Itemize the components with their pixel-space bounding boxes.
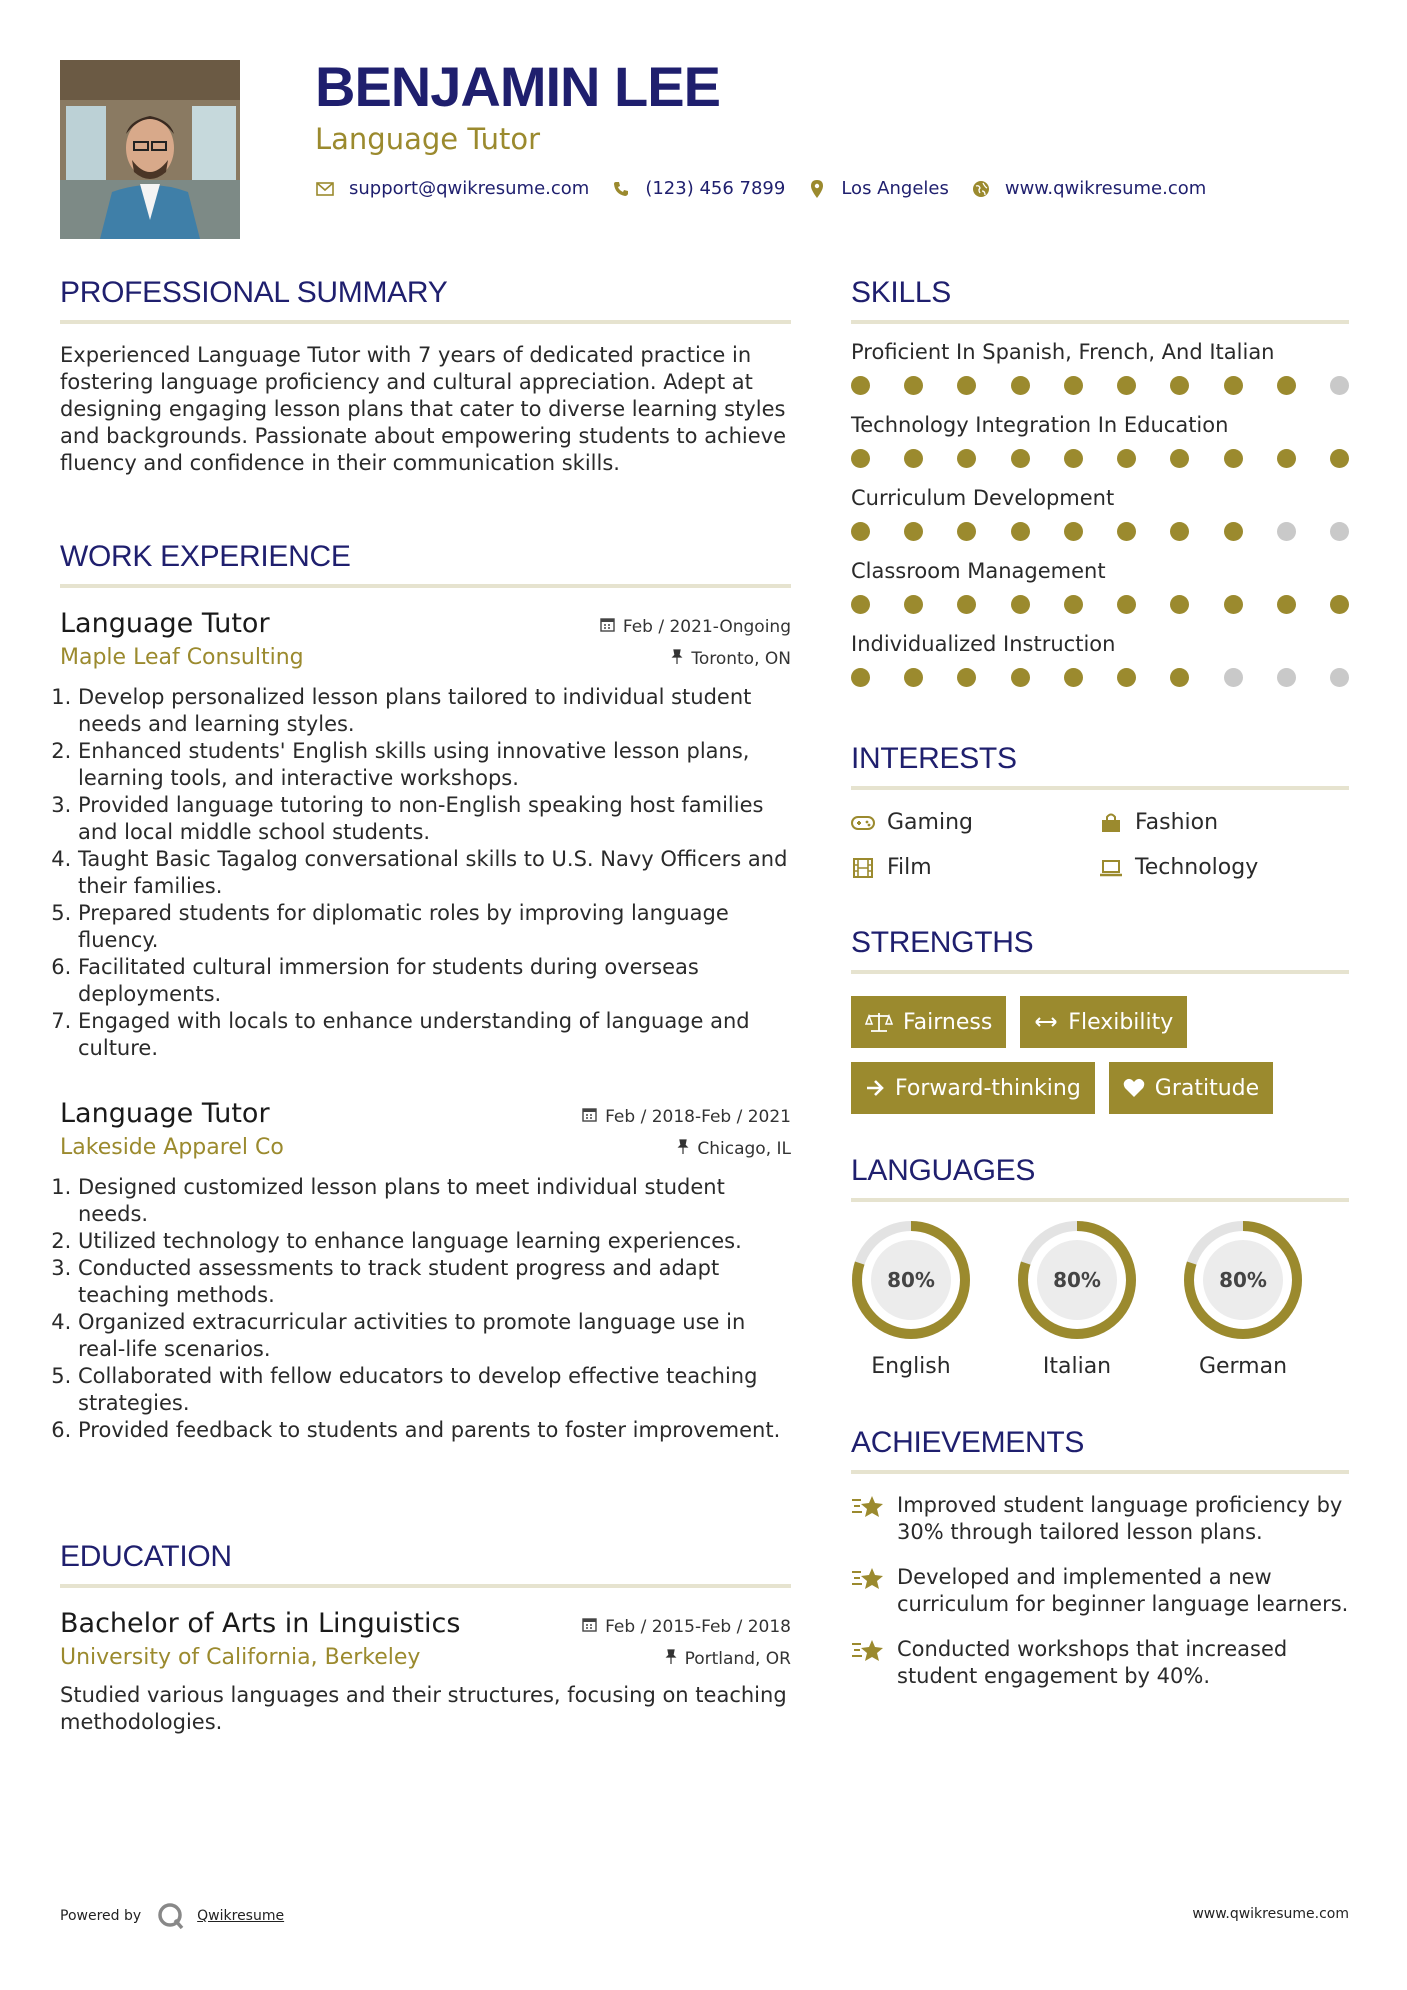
rating-dot-filled (1117, 522, 1136, 541)
skill-item (851, 632, 1349, 687)
contact-phone[interactable] (611, 178, 785, 199)
rating-dot-filled (904, 376, 923, 395)
languages-section (851, 1154, 1349, 1379)
contact-bar (315, 178, 1228, 199)
strength-tag: Flexibility (1020, 996, 1187, 1048)
job-organization: Lakeside Apparel Co (60, 1135, 284, 1160)
rating-dot-filled (1330, 595, 1349, 614)
gamepad-icon (851, 811, 875, 835)
rating-dot-filled (1277, 449, 1296, 468)
section-divider (60, 1584, 791, 1588)
heart-icon (1123, 1078, 1145, 1098)
footer-powered-by (60, 1902, 284, 1930)
job-location: Chicago, IL (677, 1139, 791, 1159)
rating-dot-filled (851, 522, 870, 541)
achievements-heading: ACHIEVEMENTS (851, 1426, 1085, 1459)
footer-brand-link[interactable]: Qwikresume (197, 1908, 285, 1924)
rating-dot-filled (1170, 449, 1189, 468)
rating-dot-filled (1064, 449, 1083, 468)
rating-dot-filled (1117, 376, 1136, 395)
education-description: Studied various languages and their structures, focusing on teaching methodologies. (60, 1683, 787, 1734)
interest-item: Fashion (1099, 810, 1349, 835)
rating-dot-filled (1011, 595, 1030, 614)
school-name: University of California, Berkeley (60, 1645, 421, 1670)
rating-dot-filled (1170, 376, 1189, 395)
interest-item: Gaming (851, 810, 1099, 835)
rating-dot-filled (851, 668, 870, 687)
job-duties (60, 684, 791, 1062)
language-gauge (851, 1220, 971, 1340)
achievement-item: Developed and implemented a new curriculum for beginner language learners. (851, 1564, 1349, 1618)
location-text: Los Angeles (841, 178, 949, 199)
rating-dot-filled (1170, 522, 1189, 541)
skill-item (851, 340, 1349, 395)
rating-dot-filled (957, 668, 976, 687)
skills-heading: SKILLS (851, 276, 951, 309)
rating-dot-filled (1011, 522, 1030, 541)
footer-url[interactable]: www.qwikresume.com (1192, 1906, 1349, 1922)
balance-scale-icon (865, 1011, 893, 1033)
contact-website[interactable] (971, 178, 1206, 199)
job-title: Language Tutor (60, 1098, 270, 1129)
job-duties (60, 1174, 791, 1444)
rating-dot-empty (1277, 668, 1296, 687)
education-section (60, 1540, 791, 1736)
rating-dot-filled (1277, 595, 1296, 614)
job-title: Language Tutor (60, 608, 270, 639)
map-marker-icon (807, 179, 827, 199)
section-divider (60, 584, 791, 588)
list-item: 4. Taught Basic Tagalog conversational skills to U.S. Navy Officers and their families. (78, 846, 791, 900)
rating-dot-filled (1117, 595, 1136, 614)
profile-photo (60, 60, 240, 239)
experience-heading: WORK EXPERIENCE (60, 540, 351, 573)
skill-item (851, 413, 1349, 468)
list-item: 1. Develop personalized lesson plans tailored to individual student needs and learning styles. (78, 684, 791, 738)
skills-section (851, 276, 1349, 687)
language-percent: 80% (1219, 1268, 1267, 1292)
rating-dot-filled (851, 376, 870, 395)
degree-title: Bachelor of Arts in Linguistics (60, 1608, 461, 1639)
rating-dot-filled (851, 595, 870, 614)
rating-dot-filled (1064, 595, 1083, 614)
achievement-item: Improved student language proficiency by 30% through tailored lesson plans. (851, 1492, 1349, 1546)
skill-name: Proficient In Spanish, French, And Italian (851, 340, 1275, 364)
list-item: 4. Organized extracurricular activities to promote language use in real-life scenarios. (78, 1309, 791, 1363)
contact-location (807, 178, 949, 199)
education-heading: EDUCATION (60, 1540, 232, 1573)
website-text: www.qwikresume.com (1004, 178, 1207, 199)
education-entry (60, 1608, 791, 1736)
skill-item (851, 486, 1349, 541)
pin-icon (671, 649, 683, 669)
education-location: Portland, OR (665, 1649, 791, 1669)
phone-icon (611, 179, 631, 199)
job-organization: Maple Leaf Consulting (60, 645, 304, 670)
section-divider (851, 1198, 1349, 1202)
rating-dot-empty (1330, 668, 1349, 687)
language-percent: 80% (887, 1268, 935, 1292)
rating-dot-empty (1330, 522, 1349, 541)
language-gauge (1017, 1220, 1137, 1340)
summary-text: Experienced Language Tutor with 7 years of dedicated practice in fostering language proficiency and cultural appreciation. Adept at designing engaging lesson plans that cater to diverse learning styles and backgrounds. Passionate about empowering students to achieve fluency and confidence in their communication skills. (60, 343, 787, 475)
rating-dot-filled (1011, 376, 1030, 395)
list-item: 1. Designed customized lesson plans to meet individual student needs. (78, 1174, 791, 1228)
rating-dot-filled (1117, 668, 1136, 687)
strengths-section (851, 926, 1349, 1114)
language-gauge (1183, 1220, 1303, 1340)
skill-name: Technology Integration In Education (851, 413, 1229, 437)
pin-icon (665, 1649, 677, 1669)
list-item: 5. Prepared students for diplomatic roles by improving language fluency. (78, 900, 791, 954)
rating-dot-empty (1330, 376, 1349, 395)
list-item: 3. Conducted assessments to track student progress and adapt teaching methods. (78, 1255, 791, 1309)
rating-dot-filled (1224, 522, 1243, 541)
rating-dot-empty (1224, 668, 1243, 687)
rating-dot-filled (957, 449, 976, 468)
summary-heading: PROFESSIONAL SUMMARY (60, 276, 448, 309)
language-name: English (871, 1354, 951, 1379)
strength-tag: Gratitude (1109, 1062, 1273, 1114)
job-dates: Feb / 2018-Feb / 2021 (582, 1107, 791, 1127)
skill-rating (851, 595, 1349, 614)
section-divider (60, 320, 791, 324)
skill-rating (851, 522, 1349, 541)
education-dates: Feb / 2015-Feb / 2018 (582, 1617, 791, 1637)
skills-list (851, 340, 1349, 687)
film-icon (851, 856, 875, 880)
skill-name: Individualized Instruction (851, 632, 1116, 656)
language-item (1017, 1220, 1137, 1379)
list-item: 6. Facilitated cultural immersion for students during overseas deployments. (78, 954, 791, 1008)
language-name: German (1198, 1354, 1288, 1379)
list-item: 6. Provided feedback to students and parents to foster improvement. (78, 1417, 791, 1444)
rating-dot-filled (1330, 449, 1349, 468)
job-location: Toronto, ON (671, 649, 791, 669)
envelope-icon (315, 179, 335, 199)
achievement-item: Conducted workshops that increased student engagement by 40%. (851, 1636, 1349, 1690)
skill-item (851, 559, 1349, 614)
language-item (851, 1220, 971, 1379)
experience-section (60, 540, 791, 1444)
achievements-section (851, 1426, 1349, 1690)
calendar-icon (582, 1107, 597, 1127)
section-divider (851, 970, 1349, 974)
rating-dot-filled (904, 522, 923, 541)
interests-heading: INTERESTS (851, 742, 1017, 775)
pin-icon (677, 1139, 689, 1159)
rating-dot-filled (1064, 522, 1083, 541)
skill-name: Classroom Management (851, 559, 1106, 583)
shooting-star-icon (851, 1492, 885, 1522)
section-divider (851, 1470, 1349, 1474)
email-text: support@qwikresume.com (349, 178, 590, 199)
rating-dot-filled (904, 449, 923, 468)
rating-dot-filled (851, 449, 870, 468)
laptop-icon (1099, 856, 1123, 880)
strengths-heading: STRENGTHS (851, 926, 1034, 959)
interest-item: Technology (1099, 855, 1349, 880)
job-entry (60, 1098, 791, 1444)
rating-dot-filled (1224, 595, 1243, 614)
section-divider (851, 786, 1349, 790)
interest-item: Film (851, 855, 1099, 880)
languages-heading: LANGUAGES (851, 1154, 1036, 1187)
calendar-icon (582, 1617, 597, 1637)
rating-dot-filled (957, 376, 976, 395)
qwikresume-logo-icon (157, 1902, 185, 1930)
list-item: 5. Collaborated with fellow educators to develop effective teaching strategies. (78, 1363, 791, 1417)
summary-section (60, 276, 791, 477)
interests-section (851, 742, 1349, 880)
rating-dot-filled (1011, 668, 1030, 687)
job-dates: Feb / 2021-Ongoing (600, 617, 791, 637)
language-item (1183, 1220, 1303, 1379)
rating-dot-filled (1064, 668, 1083, 687)
rating-dot-filled (957, 522, 976, 541)
list-item: 7. Engaged with locals to enhance understanding of language and culture. (78, 1008, 791, 1062)
arrows-horizontal-icon (1034, 1016, 1058, 1028)
list-item: 2. Enhanced students' English skills using innovative lesson plans, learning tools, and interactive workshops. (78, 738, 791, 792)
phone-text: (123) 456 7899 (645, 178, 786, 199)
language-name: Italian (1042, 1354, 1112, 1379)
arrow-right-icon (865, 1079, 885, 1097)
rating-dot-filled (957, 595, 976, 614)
rating-dot-filled (1117, 449, 1136, 468)
language-percent: 80% (1053, 1268, 1101, 1292)
skill-name: Curriculum Development (851, 486, 1115, 510)
rating-dot-filled (904, 668, 923, 687)
rating-dot-filled (1224, 449, 1243, 468)
section-divider (851, 320, 1349, 324)
calendar-icon (600, 617, 615, 637)
rating-dot-filled (1064, 376, 1083, 395)
rating-dot-filled (1011, 449, 1030, 468)
candidate-name: BENJAMIN LEE (315, 55, 720, 118)
shooting-star-icon (851, 1564, 885, 1594)
rating-dot-filled (1224, 376, 1243, 395)
list-item: 2. Utilized technology to enhance language learning experiences. (78, 1228, 791, 1255)
strength-tag: Forward-thinking (851, 1062, 1095, 1114)
rating-dot-filled (904, 595, 923, 614)
shopping-bag-icon (1099, 811, 1123, 835)
rating-dot-empty (1277, 522, 1296, 541)
skill-rating (851, 668, 1349, 687)
shooting-star-icon (851, 1636, 885, 1666)
list-item: 3. Provided language tutoring to non-English speaking host families and local middle school students. (78, 792, 791, 846)
candidate-role: Language Tutor (315, 122, 541, 156)
rating-dot-filled (1277, 376, 1296, 395)
globe-icon (971, 179, 991, 199)
skill-rating (851, 449, 1349, 468)
rating-dot-filled (1170, 668, 1189, 687)
powered-by-text: Powered by (60, 1908, 142, 1924)
rating-dot-filled (1170, 595, 1189, 614)
strength-tag: Fairness (851, 996, 1006, 1048)
contact-email[interactable] (315, 178, 589, 199)
job-entry (60, 608, 791, 1062)
skill-rating (851, 376, 1349, 395)
